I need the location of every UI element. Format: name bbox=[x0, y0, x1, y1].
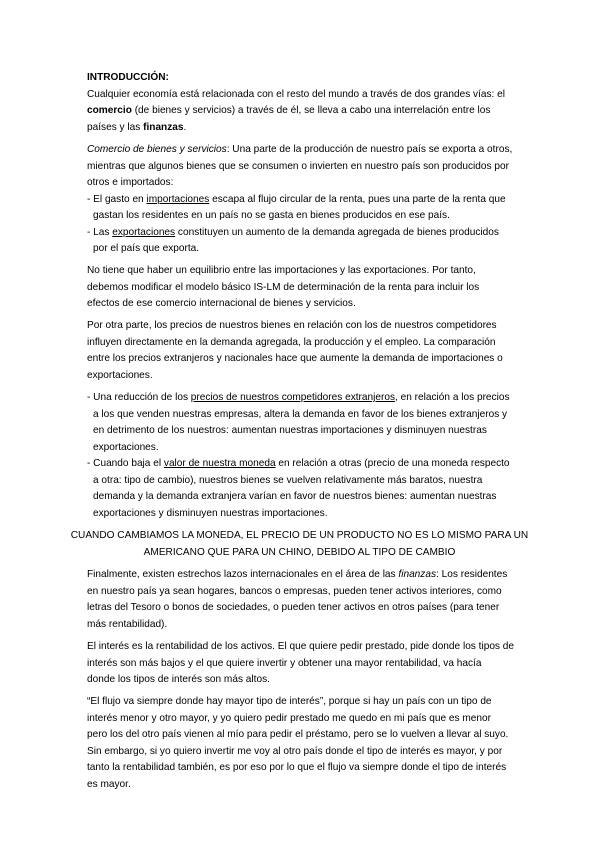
bullet-importaciones-text: escapa al flujo circular de la renta, pues una parte de la renta que bbox=[209, 194, 506, 205]
equilibrio-line-3: efectos de ese comercio internacional de bienes y servicios. bbox=[87, 298, 356, 309]
term-precios-competidores: precios de nuestros competidores extranjeros bbox=[190, 392, 396, 403]
bullet-exportaciones bbox=[87, 225, 499, 242]
flujo-line-1: “El flujo va siempre donde hay mayor tipo de interés”, porque si hay un país con un tipo de bbox=[87, 696, 492, 707]
flujo-line-3: pero los del otro país vienen al mío para pedir el préstamo, pero se lo vuelven a llevar al suyo. bbox=[87, 729, 509, 740]
comercio-line-2: mientras que algunos bienes que se consumen o invierten en nuestro país son producidos por bbox=[87, 161, 509, 172]
bullet-moneda bbox=[87, 456, 510, 473]
equilibrio-line-2: debemos modificar el modelo básico IS-LM de determinación de la renta para incluir los bbox=[87, 282, 480, 293]
interes-line-1: El interés es la rentabilidad de los activos. El que quiere pedir prestado, pide donde los tipos de bbox=[87, 641, 515, 652]
comercio-line-1-text: : Una parte de la producción de nuestro país se exporta a otros, bbox=[226, 144, 513, 155]
bullet-exportaciones-line-2: por el país que exporta. bbox=[93, 243, 200, 254]
bullet-competidores-text: , en relación a los precios bbox=[395, 392, 510, 403]
term-finanzas: finanzas bbox=[143, 122, 184, 133]
bullet-moneda-line-4: exportaciones y disminuyen nuestras importaciones. bbox=[93, 508, 328, 519]
finanzas-line-1-pre: Finalmente, existen estrechos lazos internacionales en el área de las bbox=[87, 569, 399, 580]
finanzas-line-1 bbox=[87, 567, 507, 584]
term-valor-moneda: valor de nuestra moneda bbox=[163, 458, 276, 469]
bullet-exportaciones-pre: - Las bbox=[87, 227, 113, 238]
finanzas-line-2: en nuestro país ya sean hogares, bancos o empresas, pueden tener activos interiores, como bbox=[87, 586, 502, 597]
bullet-moneda-line-2: a otra: tipo de cambio), nuestros bienes se vuelven relativamente más baratos, nuestra bbox=[93, 475, 483, 486]
term-comercio: comercio bbox=[87, 105, 132, 116]
bullet-competidores-line-4: exportaciones. bbox=[93, 442, 159, 453]
interes-line-3: donde los tipos de interés son más altos. bbox=[87, 674, 270, 685]
flujo-line-2: interés menor y otro mayor, y yo quiero pedir prestado me quedo en mi país que es menor bbox=[87, 713, 491, 724]
bullet-moneda-pre: - Cuando baja el bbox=[87, 458, 164, 469]
intro-line-2-text: (de bienes y servicios) a través de él, se lleva a cabo una interrelación entre los bbox=[131, 105, 491, 116]
equilibrio-line-1: No tiene que haber un equilibrio entre las importaciones y las exportaciones. Por tanto, bbox=[87, 265, 476, 276]
interes-line-2: interés son más bajos y el que quiere invertir y obtener una mayor rentabilidad, va hacía bbox=[87, 658, 482, 669]
comercio-line-1 bbox=[87, 142, 512, 159]
bullet-importaciones-pre: - El gasto en bbox=[87, 194, 147, 205]
bullet-moneda-line-3: demanda y la demanda extranjera varían en favor de nuestros bienes: aumentan nuestras bbox=[93, 491, 497, 502]
precios-line-1: Por otra parte, los precios de nuestros bienes en relación con los de nuestros competidores bbox=[87, 320, 497, 331]
term-finanzas-italic: finanzas bbox=[398, 569, 437, 580]
intro-heading: INTRODUCCIÓN: bbox=[87, 72, 169, 83]
precios-line-2: influyen directamente en la demanda agregada, la producción y el empleo. La comparación bbox=[87, 337, 496, 348]
flujo-line-4: Sin embargo, si yo quiero invertir me voy al otro país donde el tipo de interés es mayor, y por bbox=[87, 746, 503, 757]
term-importaciones: importaciones bbox=[146, 194, 210, 205]
bullet-competidores-line-3: en detrimento de los nuestros: aumentan nuestras importaciones y disminuyen nuestras bbox=[93, 425, 487, 436]
finanzas-line-4: más rentabilidad). bbox=[87, 619, 168, 630]
bullet-moneda-text: en relación a otras (precio de una moneda respecto bbox=[275, 458, 510, 469]
finanzas-line-3: letras del Tesoro o bonos de sociedades, o pueden tener activos en otros países (para tener bbox=[87, 602, 500, 613]
intro-line-3 bbox=[87, 120, 186, 137]
bullet-competidores-line-2: a los que venden nuestras empresas, altera la demanda en favor de los bienes extranjeros y bbox=[93, 409, 508, 420]
bullet-exportaciones-text: constituyen un aumento de la demanda agregada de bienes producidos bbox=[175, 227, 499, 238]
flujo-line-6: es mayor. bbox=[87, 779, 131, 790]
finanzas-line-1-text: : Los residentes bbox=[436, 569, 508, 580]
term-comercio-bienes: Comercio de bienes y servicios bbox=[87, 144, 227, 155]
bullet-importaciones-line-2: gastan los residentes en un país no se gasta en bienes producidos en ese país. bbox=[93, 210, 450, 221]
comercio-line-3: otros e importados: bbox=[87, 177, 174, 188]
intro-line-3-text: países y las bbox=[87, 122, 144, 133]
precios-line-3: entre los precios extranjeros y nacionales hace que aumente la demanda de importaciones o bbox=[87, 353, 503, 364]
intro-line-2 bbox=[87, 103, 490, 120]
callout-line-1: CUANDO CAMBIAMOS LA MONEDA, EL PRECIO DE UN PRODUCTO NO ES LO MISMO PARA UN bbox=[70, 530, 529, 541]
bullet-competidores bbox=[87, 390, 510, 407]
bullet-competidores-pre: - Una reducción de los bbox=[87, 392, 191, 403]
intro-line-3-end: . bbox=[183, 122, 187, 133]
bullet-importaciones bbox=[87, 192, 506, 209]
callout-line-2: AMERICANO QUE PARA UN CHINO, DEBIDO AL TIPO DE CAMBIO bbox=[143, 547, 456, 558]
term-exportaciones: exportaciones bbox=[112, 227, 176, 238]
intro-line-1: Cualquier economía está relacionada con el resto del mundo a través de dos grandes vías: el bbox=[87, 89, 506, 100]
precios-line-4: exportaciones. bbox=[87, 370, 153, 381]
flujo-line-5: tanto la rentabilidad también, es por eso por lo que el flujo va siempre donde el tipo de interés bbox=[87, 762, 507, 773]
